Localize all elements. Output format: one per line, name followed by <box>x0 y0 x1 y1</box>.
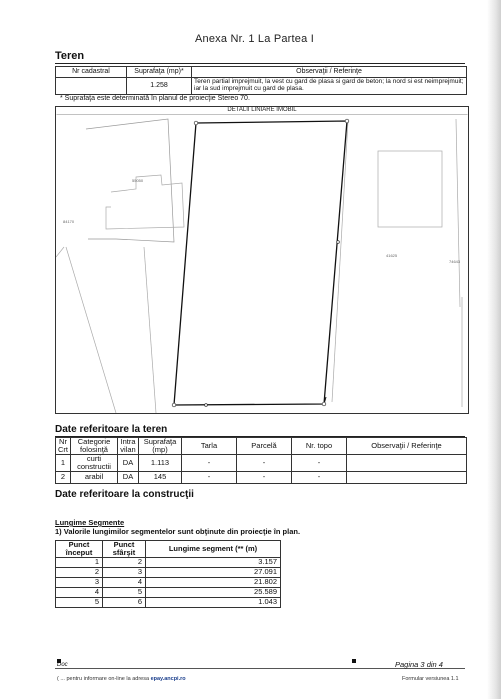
cell-start: 1 <box>56 557 103 567</box>
col-nr-crt: Nr Crt <box>56 438 71 455</box>
cell-end: 4 <box>103 577 146 587</box>
cell-start: 2 <box>56 567 103 577</box>
label-left-parcel: 84170 <box>63 219 75 224</box>
table-row <box>56 597 281 607</box>
teren-heading: Teren <box>55 50 85 62</box>
page-edge-shadow <box>487 0 501 699</box>
segmente-subheading: 1) Valorile lungimilor segmentelor sunt obţinute din proiecţie în plan. <box>55 527 301 536</box>
footer-info-prefix: ( ... pentru informare on-line la adresa <box>57 676 150 682</box>
table-row <box>56 567 281 577</box>
footer-doc: Doc <box>57 662 68 668</box>
cell-categorie: curti constructii <box>71 454 118 471</box>
cell-observatii: Teren partial imprejmuit, la vest cu gard de plasa si gard de beton; la nord si est neimprejmuit; iar la sud imprejmuit cu gard de plasa. <box>192 78 467 95</box>
col-punct-inceput: Punct început <box>56 541 103 558</box>
cell-topo: - <box>292 471 347 483</box>
footer-tick-right <box>352 659 356 663</box>
col-observatii: Observaţii / Referinţe <box>192 67 467 78</box>
col-suprafata: Suprafaţa (mp)* <box>127 67 192 78</box>
col-intravilan: Intra vilan <box>118 438 139 455</box>
teren-ref-heading: Date referitoare la teren <box>55 424 168 435</box>
cell-end: 5 <box>103 587 146 597</box>
constructii-heading: Date referitoare la construcţii <box>55 489 194 500</box>
cell-end: 6 <box>103 597 146 607</box>
table-row <box>56 557 281 567</box>
annex-title: Anexa Nr. 1 La Partea I <box>195 33 314 45</box>
page-number: Pagina 3 din 4 <box>395 660 443 669</box>
label-far-right-parcel: 74643 <box>449 259 461 264</box>
col-parcela: Parcelă <box>237 438 292 455</box>
cell-end: 2 <box>103 557 146 567</box>
label-right-parcel: 41625 <box>386 253 398 258</box>
col-suprafata-ref: Suprafaţa (mp) <box>139 438 182 455</box>
cell-start: 5 <box>56 597 103 607</box>
cell-tarla: - <box>182 454 237 471</box>
col-topo: Nr. topo <box>292 438 347 455</box>
cell-start: 4 <box>56 587 103 597</box>
cell-tarla: - <box>182 471 237 483</box>
teren-footnote: * Suprafaţa este determinată în planul de proiecţie Stereo 70. <box>60 95 250 102</box>
cell-length: 1.043 <box>146 597 281 607</box>
cell-suprafata: 1.113 <box>139 454 182 471</box>
subject-parcel-outline <box>174 121 347 405</box>
cell-nr-cadastral <box>56 78 127 95</box>
table-row <box>56 471 467 483</box>
col-tarla: Tarla <box>182 438 237 455</box>
cell-parcela: - <box>237 471 292 483</box>
segmente-table <box>55 540 281 608</box>
col-punct-sfarsit: Punct sfârşit <box>103 541 146 558</box>
col-obs-ref: Observaţii / Referinţe <box>347 438 467 455</box>
cell-end: 3 <box>103 567 146 577</box>
cell-categorie: arabil <box>71 471 118 483</box>
segmente-heading: Lungime Segmente <box>55 518 125 527</box>
label-top-left-parcel: 55050 <box>132 178 144 183</box>
teren-heading-rule <box>55 63 465 64</box>
footer-info-link[interactable]: epay.ancpi.ro <box>150 676 186 682</box>
table-row <box>56 587 281 597</box>
cell-obs <box>347 454 467 471</box>
cell-obs <box>347 471 467 483</box>
cell-intravilan: DA <box>118 471 139 483</box>
cell-length: 25.589 <box>146 587 281 597</box>
teren-table <box>55 66 467 95</box>
cell-length: 21.802 <box>146 577 281 587</box>
teren-ref-table <box>55 437 467 484</box>
map-title: DETALII LINIARE IMOBIL <box>227 107 297 113</box>
cell-nr: 1 <box>56 454 71 471</box>
cell-length: 27.091 <box>146 567 281 577</box>
footer-info <box>57 676 186 682</box>
cell-intravilan: DA <box>118 454 139 471</box>
table-row <box>56 454 467 471</box>
parcel-map <box>55 106 469 414</box>
col-categorie: Categorie folosinţă <box>71 438 118 455</box>
cell-suprafata: 145 <box>139 471 182 483</box>
cell-suprafata: 1.258 <box>127 78 192 95</box>
cell-start: 3 <box>56 577 103 587</box>
right-building-outline <box>378 151 442 227</box>
table-row <box>56 577 281 587</box>
cell-nr: 2 <box>56 471 71 483</box>
cell-length: 3.157 <box>146 557 281 567</box>
form-version: Formular versiunea 1.1 <box>402 676 459 682</box>
col-lungime: Lungime segment (** (m) <box>146 541 281 558</box>
cell-parcela: - <box>237 454 292 471</box>
col-nr-cadastral: Nr cadastral <box>56 67 127 78</box>
parcel-map-drawing <box>56 107 468 413</box>
left-neighbour-outline <box>86 119 174 242</box>
cell-topo: - <box>292 454 347 471</box>
